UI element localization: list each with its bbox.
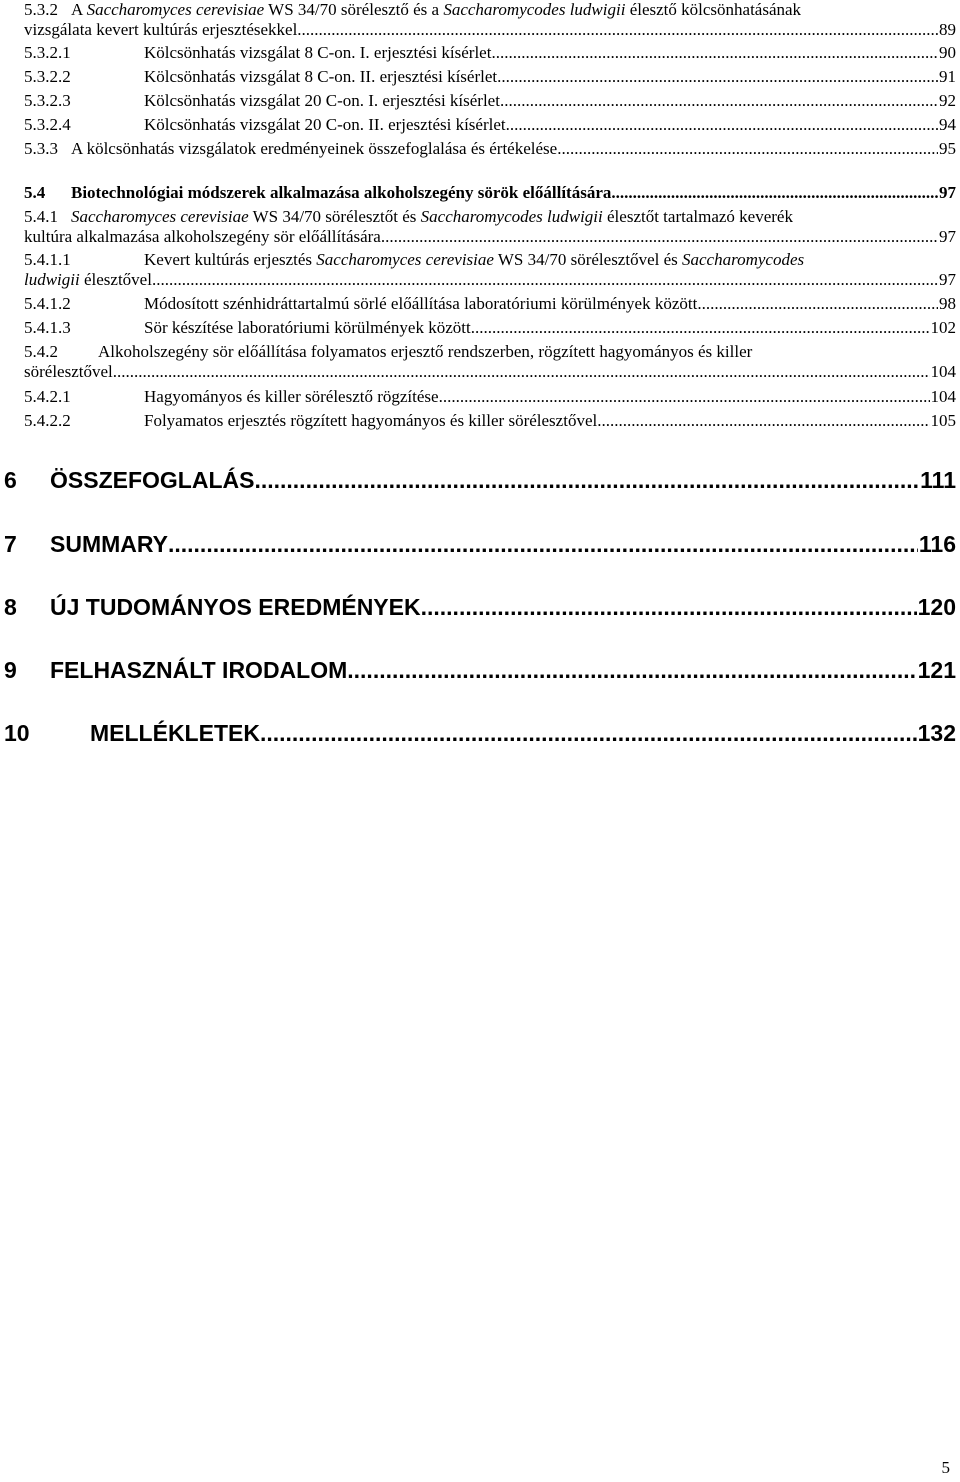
toc-title: ÚJ TUDOMÁNYOS EREDMÉNYEK — [50, 594, 421, 620]
toc-entry-5-4-2-2[interactable] — [24, 411, 956, 431]
toc-entry-5-3-2-1[interactable] — [24, 43, 956, 63]
toc-entry-5-3-2[interactable] — [24, 0, 956, 40]
toc-title: SUMMARY — [50, 531, 168, 557]
toc-title-continuation: sörélesztővel — [24, 362, 113, 381]
toc-title: Sör készítése laboratóriumi körülmények között — [144, 318, 471, 337]
toc-title: A kölcsönhatás vizsgálatok eredményeinek összefoglalása és értékelése — [71, 139, 558, 158]
toc-page-number: 102 — [930, 318, 956, 337]
toc-page-number: 95 — [939, 139, 956, 158]
toc-page-number: 89 — [939, 20, 956, 39]
leader-dots — [439, 387, 930, 407]
leader-dots — [113, 362, 930, 382]
leader-dots — [697, 294, 938, 314]
toc-number: 5.4.1.2 — [24, 294, 71, 313]
toc-number: 8 — [4, 594, 17, 620]
toc-number: 5.3.2.2 — [24, 67, 71, 86]
toc-page-number: 98 — [939, 294, 956, 313]
toc-title: Kölcsönhatás vizsgálat 8 C-on. I. erjesztési kísérlet — [144, 43, 492, 62]
toc-entry-5-4-2[interactable] — [24, 342, 956, 382]
toc-chapter-10[interactable] — [4, 719, 956, 747]
toc-page-number: 111 — [920, 467, 956, 493]
toc-page-number: 116 — [918, 531, 956, 557]
toc-chapter-9[interactable] — [4, 656, 956, 684]
toc-entry-5-3-3[interactable] — [24, 139, 956, 159]
toc-page-number: 121 — [917, 657, 956, 683]
toc-title: A Saccharomyces cerevisiae WS 34/70 sörélesztő és a Saccharomycodes ludwigii élesztő kölcsönhatásának — [71, 0, 802, 19]
leader-dots — [611, 183, 938, 203]
toc-entry-5-4[interactable] — [24, 183, 956, 203]
toc-title: Alkoholszegény sör előállítása folyamatos erjesztő rendszerben, rögzített hagyományos és killer — [98, 342, 753, 361]
toc-page-number: 97 — [939, 183, 956, 202]
toc-title: Folyamatos erjesztés rögzített hagyományos és killer sörélesztővel — [144, 411, 598, 430]
toc-number: 6 — [4, 467, 17, 493]
toc-number: 5.4.2.2 — [24, 411, 71, 430]
toc-page-number: 92 — [939, 91, 956, 110]
toc-number: 5.3.2.4 — [24, 115, 71, 134]
toc-title: MELLÉKLETEK — [90, 720, 260, 746]
toc-number: 5.4.1.1 — [24, 250, 71, 269]
leader-dots — [471, 318, 930, 338]
toc-entry-5-4-2-1[interactable] — [24, 387, 956, 407]
toc-title: Módosított szénhidráttartalmú sörlé előállítása laboratóriumi körülmények között — [144, 294, 698, 313]
toc-number: 5.4 — [24, 183, 46, 202]
toc-title-continuation: kultúra alkalmazása alkoholszegény sör előállítására — [24, 227, 381, 246]
toc-title: Kevert kultúrás erjesztés Saccharomyces cerevisiae WS 34/70 sörélesztővel és Saccharomycodes — [144, 250, 805, 269]
leader-dots — [491, 43, 938, 63]
toc-page-number: 104 — [930, 387, 956, 406]
toc-number: 5.4.2 — [24, 342, 58, 361]
toc-entry-5-4-1-2[interactable] — [24, 294, 956, 314]
toc-entry-5-4-1-1[interactable] — [24, 250, 956, 290]
leader-dots — [381, 227, 938, 247]
toc-chapter-6[interactable] — [4, 466, 956, 494]
toc-page-number: 97 — [939, 270, 956, 289]
toc-number: 10 — [4, 720, 30, 746]
toc-chapter-8[interactable] — [4, 593, 956, 621]
toc-page-number: 120 — [917, 594, 956, 620]
toc-title: FELHASZNÁLT IRODALOM — [50, 657, 348, 683]
toc-number: 5.3.3 — [24, 139, 58, 158]
page-number: 5 — [941, 1458, 950, 1477]
toc-page-number: 104 — [930, 362, 956, 381]
toc-page-number: 132 — [917, 720, 956, 746]
leader-dots — [497, 67, 938, 87]
leader-dots — [254, 466, 919, 494]
leader-dots — [506, 115, 938, 135]
toc-number: 7 — [4, 531, 17, 557]
toc-title: Saccharomyces cerevisiae WS 34/70 sörélesztőt és Saccharomycodes ludwigii élesztőt tartalmazó keverék — [71, 207, 793, 226]
toc-entry-5-3-2-4[interactable] — [24, 115, 956, 135]
toc-title: Kölcsönhatás vizsgálat 8 C-on. II. erjesztési kísérlet — [144, 67, 498, 86]
toc-entry-5-4-1[interactable] — [24, 207, 956, 247]
leader-dots — [152, 270, 938, 290]
toc-title: ÖSSZEFOGLALÁS — [50, 467, 255, 493]
leader-dots — [347, 656, 916, 684]
toc-chapter-7[interactable] — [4, 530, 956, 558]
toc-page-number: 105 — [930, 411, 956, 430]
toc-title-continuation: vizsgálata kevert kultúrás erjesztésekkel — [24, 20, 298, 39]
toc-entry-5-3-2-2[interactable] — [24, 67, 956, 87]
toc-page-number: 94 — [939, 115, 956, 134]
toc-page-number: 91 — [939, 67, 956, 86]
leader-dots — [500, 91, 938, 111]
toc-title: Kölcsönhatás vizsgálat 20 C-on. I. erjesztési kísérlet — [144, 91, 500, 110]
leader-dots — [421, 593, 917, 621]
toc-number: 9 — [4, 657, 17, 683]
leader-dots — [168, 530, 918, 558]
toc-page-number: 97 — [939, 227, 956, 246]
toc-number: 5.4.1 — [24, 207, 58, 226]
toc-title-continuation: ludwigii élesztővel — [24, 270, 152, 289]
leader-dots — [557, 139, 938, 159]
toc-page-number: 90 — [939, 43, 956, 62]
toc-entry-5-3-2-3[interactable] — [24, 91, 956, 111]
toc-title: Biotechnológiai módszerek alkalmazása alkoholszegény sörök előállítására — [71, 183, 612, 202]
leader-dots — [597, 411, 929, 431]
toc-number: 5.3.2.1 — [24, 43, 71, 62]
leader-dots — [260, 719, 917, 747]
toc-entry-5-4-1-3[interactable] — [24, 318, 956, 338]
leader-dots — [297, 20, 938, 40]
toc-title: Hagyományos és killer sörélesztő rögzítése — [144, 387, 439, 406]
toc-number: 5.4.1.3 — [24, 318, 71, 337]
toc-number: 5.3.2.3 — [24, 91, 71, 110]
toc-title: Kölcsönhatás vizsgálat 20 C-on. II. erjesztési kísérlet — [144, 115, 506, 134]
toc-number: 5.4.2.1 — [24, 387, 71, 406]
toc-number: 5.3.2 — [24, 0, 58, 19]
